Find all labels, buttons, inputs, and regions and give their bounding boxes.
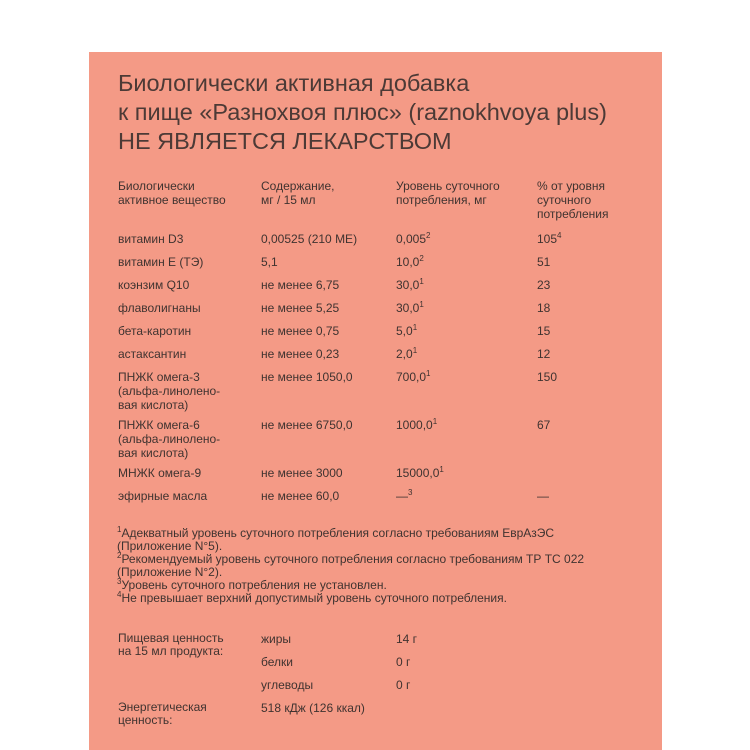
table-row-percent: 67 xyxy=(537,418,551,432)
nutrition-fat-name: жиры xyxy=(261,632,292,646)
table-row-content: не менее 6750,0 xyxy=(261,418,353,432)
table-row-level: $2,0^1$ xyxy=(396,346,418,361)
footnote-1: $^1$Адекватный уровень суточного потребления согласно требованиям ЕврАзЭС (Приложение N°5). xyxy=(117,525,555,553)
table-row-level: 30,0$^1$ xyxy=(396,277,424,292)
heading-line-1: Биологически активная добавка xyxy=(118,70,470,96)
table-row-name: флаволигнаны xyxy=(118,301,201,315)
table-row-percent: 51 xyxy=(537,255,551,269)
table-row-level: 10,0$^2$ xyxy=(396,254,424,269)
nutrition-protein-name: белки xyxy=(261,655,293,669)
table-row-level: 700,0$^1$ xyxy=(396,369,431,384)
table-row-percent: 12 xyxy=(537,347,551,361)
table-row-level: 0,005$^2$ xyxy=(396,231,431,246)
nutrition-carbs-value: 0 г xyxy=(396,678,411,692)
energy-value: 518 кДж (126 ккал) xyxy=(261,701,365,715)
footnote-2: $^2$Рекомендуемый уровень суточного потребления согласно требованиям ТР ТС 022 (Приложение N°2). xyxy=(117,551,585,579)
table-row-name: МНЖК омега-9 xyxy=(118,466,202,480)
table-row-content: не менее 6,75 xyxy=(261,278,340,292)
table-row-content: 0,00525 (210 МЕ) xyxy=(261,232,358,246)
header-daily-level: Уровень суточного потребления, мг xyxy=(396,179,500,207)
table-row-percent: $105^4$ xyxy=(537,231,562,246)
table-row-percent: 15 xyxy=(537,324,551,338)
table-row-content: не менее 3000 xyxy=(261,466,343,480)
table-row-name: витамин Е (ТЭ) xyxy=(118,255,204,269)
table-row-percent: 18 xyxy=(537,301,551,315)
heading-line-3: НЕ ЯВЛЯЕТСЯ ЛЕКАРСТВОМ xyxy=(118,128,452,154)
table-row-content: 5,1 xyxy=(261,255,278,269)
table-row-name: астаксантин xyxy=(118,347,187,361)
product-heading xyxy=(118,69,658,156)
table-row-content: не менее 1050,0 xyxy=(261,370,353,384)
nutrition-protein-value: 0 г xyxy=(396,655,411,669)
table-row-percent: — xyxy=(537,489,549,503)
energy-label: Энергетическая ценность: xyxy=(118,700,207,727)
table-row-content: не менее 0,23 xyxy=(261,347,340,361)
nutrition-fat-value: 14 г xyxy=(396,632,418,646)
table-row-level: —$^3$ xyxy=(396,488,413,503)
footnote-3: $^3$Уровень суточного потребления не установлен. xyxy=(117,577,387,592)
table-row-name: ПНЖК омега-3 (альфа-линолено- вая кислота) xyxy=(118,370,221,412)
header-percent: % от уровня суточного потребления xyxy=(537,179,609,221)
nutrition-carbs-name: углеводы xyxy=(261,678,314,692)
table-row-level: $5,0^1$ xyxy=(396,323,418,338)
header-substance: Биологически активное вещество xyxy=(118,179,226,207)
table-row-percent: 150 xyxy=(537,370,558,384)
table-row-name: витамин D3 xyxy=(118,232,184,246)
table-row-name: коэнзим Q10 xyxy=(118,278,190,292)
table-row-content: не менее 60,0 xyxy=(261,489,340,503)
heading-line-2: к пище «Разнохвоя плюс» (raznokhvoya plus) xyxy=(118,99,607,125)
table-row-name: ПНЖК омега-6 (альфа-линолено- вая кислота) xyxy=(118,418,221,460)
table-row-level: 1000,0$^1$ xyxy=(396,417,438,432)
table-row-level: 15000,0$^1$ xyxy=(396,465,444,480)
table-row-content: не менее 0,75 xyxy=(261,324,340,338)
table-row-level: 30,0$^1$ xyxy=(396,300,424,315)
nutrition-label: Пищевая ценность на 15 мл продукта: xyxy=(118,631,224,658)
table-row-name: бета-каротин xyxy=(118,324,192,338)
header-content: Содержание, мг / 15 мл xyxy=(261,179,335,207)
table-row-content: не менее 5,25 xyxy=(261,301,340,315)
table-row-percent: 23 xyxy=(537,278,551,292)
footnote-4: $^4$Не превышает верхний допустимый уровень суточного потребления. xyxy=(117,590,507,605)
table-row-name: эфирные масла xyxy=(118,489,208,503)
